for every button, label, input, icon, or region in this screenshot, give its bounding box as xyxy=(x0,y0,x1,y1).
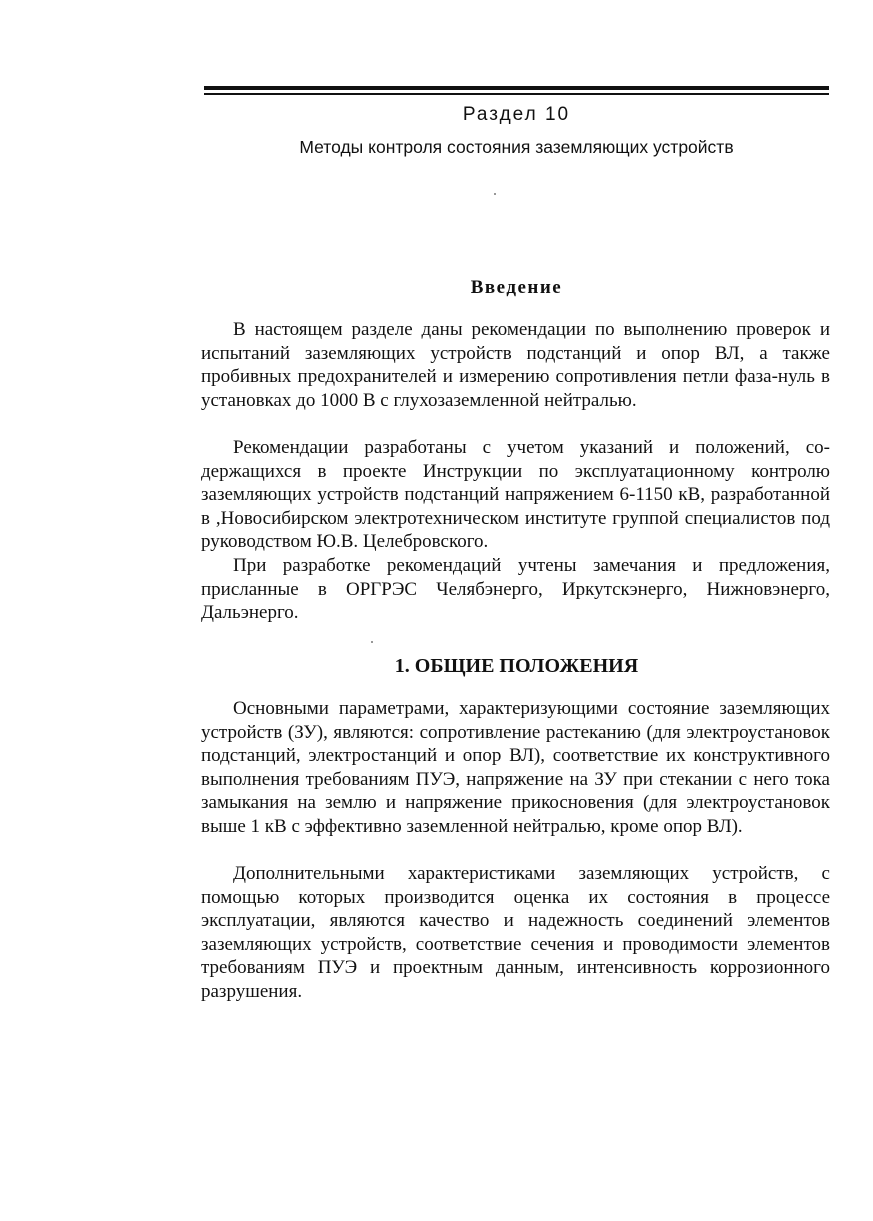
chapter-paragraph: Дополнительными характеристиками заземляющих устройств, с помощью которых производится оценка их состояния в процессе эксплуатации, являются качество и надежность соединений элементов заземляющих устройств, соответствие сечения и проводимости элементов требованиям ПУЭ и проектным данным, интенсивность коррозионного разрушения. xyxy=(201,863,830,1002)
intro-heading: Введение xyxy=(470,277,563,298)
header-rule-thin xyxy=(204,93,829,95)
scan-speck xyxy=(494,193,496,195)
intro-paragraph: В настоящем разделе даны рекомендации по выполнению проверок и испытаний заземляющих устройств подстанций и опор ВЛ, а также пробивных предохранителей и измерению сопротивления петли фаза-нуль в установках до 1000 В с глухозаземленной нейтралью. xyxy=(201,319,830,411)
scan-speck xyxy=(371,641,373,643)
chapter-paragraph: Основными параметрами, характеризующими состояние заземляющих устройств (ЗУ), являются: сопротивление растеканию (для электроустановок подстанций, электростанций и опор ВЛ), соответствие их конструктивного выполнения требованиям ПУЭ, напряжение на ЗУ при стекании с него тока замыкания на землю и напряжение прикосновения (для электроустановок выше 1 кВ с эффективно заземленной нейтралью, кроме опор ВЛ). xyxy=(201,698,830,837)
section-title: Методы контроля состояния заземляющих устройств xyxy=(299,137,734,157)
section-label: Раздел 10 xyxy=(462,104,571,125)
header-rule-thick xyxy=(204,86,829,90)
intro-paragraph: Рекомендации разработаны с учетом указаний и положений, содержащихся в проекте Инструкции по эксплуатационному контролю заземляющих устройств подстанций напряжением 6-1150 кВ, разработанной в ,Новосибирском электротехническом институте группой специалистов под руководством Ю.В. Целебровского. xyxy=(201,437,830,552)
chapter-heading: 1. ОБЩИЕ ПОЛОЖЕНИЯ xyxy=(394,655,639,677)
intro-paragraph: При разработке рекомендаций учтены замечания и предложения, присланные в ОРГРЭС Челябэнерго, Иркутскэнерго, Нижновэнерго, Дальэнерго. xyxy=(201,555,830,623)
